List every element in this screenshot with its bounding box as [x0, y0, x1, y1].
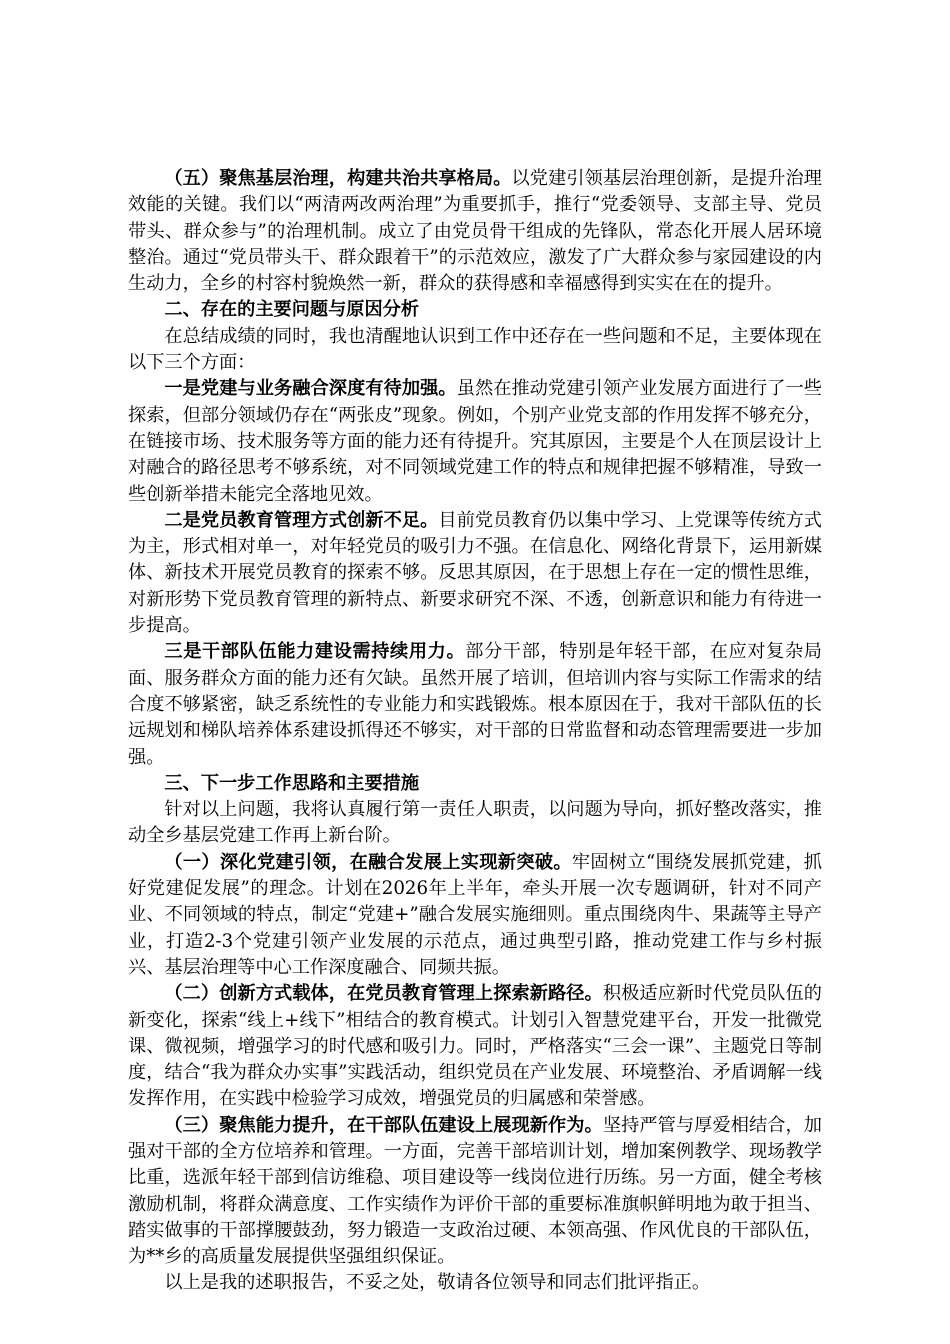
paragraph-measure-one	[128, 850, 822, 981]
paragraph-text: 目前党员教育仍以集中学习、上党课等传统方式为主，形式相对单一，对年轻党员的吸引力不强。在信息化、网络化背景下，运用新媒体、新技术开展党员教育的探索不够。反思其原因，在于思想上存在一定的惯性思维，对新形势下党员教育管理的新特点、新要求研究不深、不透，创新意识和能力有待进一步提高。	[128, 509, 822, 637]
paragraph-text: 虽然在推动党建引领产业发展方面进行了一些探索，但部分领域仍存在“两张皮”现象。例如，个别产业党支部的作用发挥不够充分，在链接市场、技术服务等方面的能力还有待提升。究其原因，主要是个人在顶层设计上对融合的路径思考不够系统，对不同领域党建工作的特点和规律把握不够精准，导致一些创新举措未能完全落地见效。	[128, 378, 822, 505]
section-heading-three: 三、下一步工作思路和主要措施	[164, 772, 420, 794]
paragraph-text: 针对以上问题，我将认真履行第一责任人职责，以问题为导向，抓好整改落实，推动全乡基层党建工作再上新台阶。	[128, 799, 822, 847]
paragraph-problem-two	[128, 508, 822, 639]
paragraph-text: 积极适应新时代党员队伍的新变化，探索“线上+线下”相结合的教育模式。计划引入智慧党建平台，开发一批微党课、微视频，增强学习的时代感和吸引力。同时，严格落实“三会一课”、主题党日等制度，结合“我为群众办实事”实践活动，组织党员在产业发展、环境整治、矛盾调解一线发挥作用，在实践中检验学习成效，增强党员的归属感和荣誉感。	[128, 983, 822, 1110]
paragraph-measure-three	[128, 1113, 822, 1271]
paragraph-problems-intro	[128, 324, 822, 377]
paragraph-problem-three	[128, 639, 822, 770]
paragraph-lead: （五）聚焦基层治理，构建共治共享格局。	[164, 168, 512, 189]
paragraph-text: 牢固树立“围绕发展抓党建，抓好党建促发展”的理念。计划在2026年上半年，牵头开展一次专题调研，针对不同产业、不同领域的特点，制定“党建+”融合发展实施细则。重点围绕肉牛、果蔬等主导产业，打造2-3个党建引领产业发展的示范点，通过典型引路，推动党建工作与乡村振兴、基层治理等中心工作深度融合、同频共振。	[128, 851, 822, 978]
paragraph-text: 以党建引领基层治理创新，是提升治理效能的关键。我们以“两清两改两治理”为重要抓手，推行“党委领导、支部主导、党员带头、群众参与”的治理机制。成立了由党员骨干组成的先锋队，常态化开展人居环境整治。通过“党员带头干、群众跟着干”的示范效应，激发了广大群众参与家园建设的内生动力，全乡的村容村貌焕然一新，群众的获得感和幸福感得到实实在在的提升。	[128, 168, 822, 295]
paragraph-lead: 一是党建与业务融合深度有待加强。	[164, 378, 457, 400]
section-heading-two: 二、存在的主要问题与原因分析	[164, 299, 420, 321]
paragraph-text: 部分干部，特别是年轻干部，在应对复杂局面、服务群众方面的能力还有欠缺。虽然开展了培训，但培训内容与实际工作需求的结合度不够紧密，缺乏系统性的专业能力和实践锻炼。根本原因在于，我对干部队伍的长远规划和梯队培养体系建设抓得还不够实，对干部的日常监督和动态管理需要进一步加强。	[128, 641, 822, 768]
paragraph-measures-intro	[128, 797, 822, 850]
paragraph-text: 在总结成绩的同时，我也清醒地认识到工作中还存在一些问题和不足，主要体现在以下三个方面：	[128, 325, 822, 374]
paragraph-text: 以上是我的述职报告，不妥之处，敬请各位领导和同志们批评指正。	[164, 1272, 711, 1294]
paragraph-measure-two	[128, 981, 822, 1112]
paragraph-lead: 三是干部队伍能力建设需持续用力。	[164, 641, 466, 663]
paragraph-closing	[128, 1270, 822, 1296]
document-body	[128, 166, 822, 1297]
paragraph-lead: 二是党员教育管理方式创新不足。	[164, 509, 439, 531]
paragraph-problem-one	[128, 376, 822, 507]
paragraph-lead: （一）深化党建引领，在融合发展上实现新突破。	[164, 851, 572, 873]
paragraph-lead: （二）创新方式载体，在党员教育管理上探索新路径。	[164, 983, 603, 1005]
paragraph-lead: （三）聚焦能力提升，在干部队伍建设上展现新作为。	[164, 1114, 603, 1136]
paragraph-text: 坚持严管与厚爱相结合，加强对干部的全方位培养和管理。一方面，完善干部培训计划，增加案例教学、现场教学比重，选派年轻干部到信访维稳、项目建设等一线岗位进行历练。另一方面，健全考核激励机制，将群众满意度、工作实绩作为评价干部的重要标准旗帜鲜明地为敢于担当、踏实做事的干部撑腰鼓劲，努力锻造一支政治过硬、本领高强、作风优良的干部队伍，为**乡的高质量发展提供坚强组织保证。	[128, 1114, 822, 1268]
paragraph-five-governance	[128, 166, 822, 297]
